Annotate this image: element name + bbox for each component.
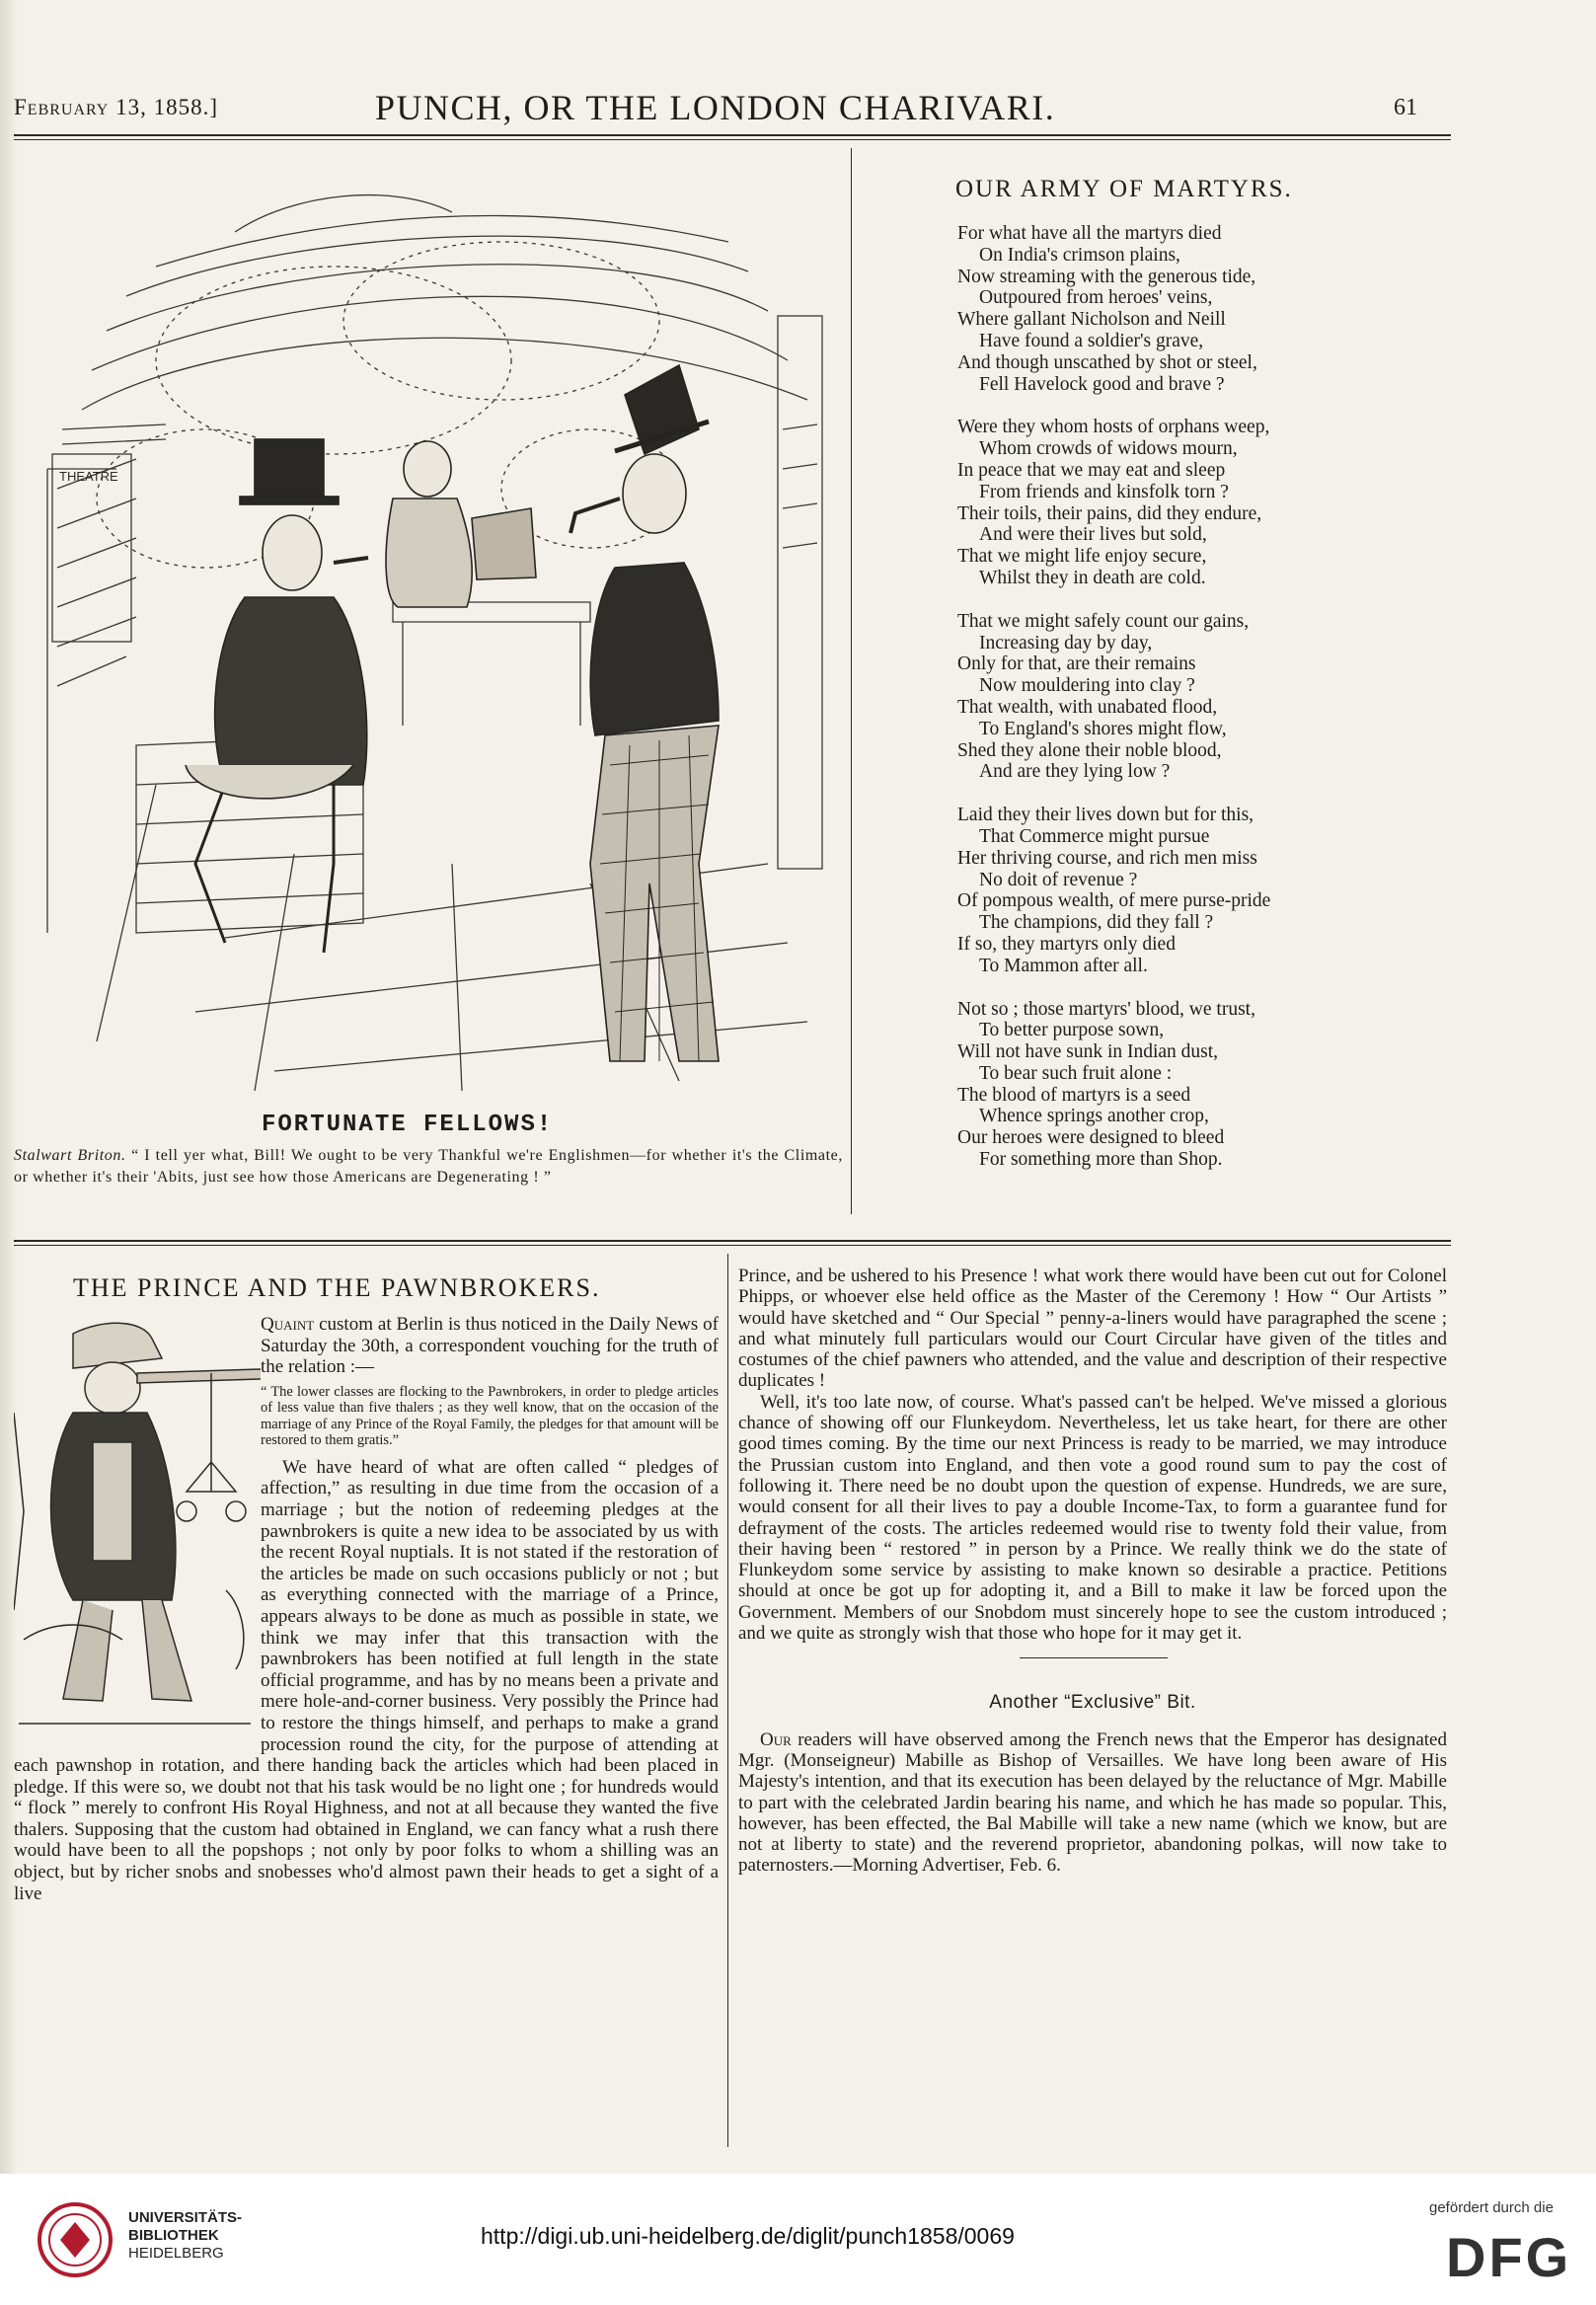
- cartoon-caption-text: “ I tell yer what, Bill! We ought to be very Thankful we're Englishmen—for whether it's the Climate, or whether it's their 'Abits, just see how those Americans are Degenerating ! ”: [14, 1147, 843, 1186]
- poem-line: Her thriving course, and rich men miss: [957, 847, 1257, 869]
- poem-line: Outpoured from heroes' veins,: [979, 287, 1213, 309]
- poem-line: Of pompous wealth, of mere purse-pride: [957, 890, 1271, 912]
- cartoon-caption: [14, 1145, 843, 1189]
- poem-title: OUR ARMY OF MARTYRS.: [955, 176, 1293, 202]
- poem-line: To better purpose sown,: [979, 1020, 1165, 1041]
- poem-stanza: [957, 417, 1451, 588]
- woodcut-float: [14, 1314, 261, 1740]
- dfg-logo: DFG: [1446, 2226, 1572, 2288]
- article1-p1: custom at Berlin is thus noticed in the Daily News of Saturday the 30th, a correspondent vouching for the truth of the relation :—: [261, 1314, 719, 1378]
- library-line-3: HEIDELBERG: [128, 2245, 224, 2262]
- header-rule-top: [14, 134, 1451, 136]
- poem-line: Increasing day by day,: [979, 632, 1153, 653]
- poem-line: And though unscathed by shot or steel,: [957, 351, 1257, 373]
- poem-line: Where gallant Nicholson and Neill: [957, 309, 1226, 331]
- poem-line: And were their lives but sold,: [979, 524, 1207, 546]
- cartoon-speaker: Stalwart Briton.: [14, 1147, 126, 1164]
- poem-line: Their toils, their pains, did they endure,: [957, 502, 1262, 524]
- poem-line: Whence springs another crop,: [979, 1106, 1209, 1127]
- bottom-column-divider: [727, 1254, 728, 2147]
- article-prince-pawnbrokers-column: [14, 1314, 719, 2202]
- page-number: 61: [1394, 95, 1417, 120]
- poem-line: Laid they their lives down but for this,: [957, 805, 1254, 826]
- poem-line: To bear such fruit alone :: [979, 1062, 1173, 1084]
- pawnbroker-woodcut: [14, 1314, 261, 1738]
- theatre-sign: THEATRE: [59, 469, 118, 484]
- poem-line: For what have all the martyrs died: [957, 223, 1222, 244]
- cartoon-title: FORTUNATE FELLOWS!: [262, 1112, 554, 1138]
- article1-lead: Quaint: [261, 1314, 315, 1335]
- poem-line: To England's shores might flow,: [979, 718, 1227, 739]
- article1-p3: Prince, and be ushered to his Presence ! what work there would have been cut out for Colonel Phipps, or whoever else held office as the Master of the Ceremony ! How “ Our Artists ” would have sketched and “ Our Special ” penny-a-liners would have paragraphed the scene ; and what minutely full particulars would our Court Circular have given of the titles and costumes of the chief pawners who attended, and the value and description of their respective duplicates !: [738, 1266, 1447, 1392]
- poem-line: Only for that, are their remains: [957, 653, 1196, 675]
- article1-p2: We have heard of what are often called “ pledges of affection,” as resulting in due time from the occasion of a marriage ; but the notion of redeeming pledges at the pawnbrokers is quite a new idea to be associated by us with the recent Royal nuptials. It is not stated if the restoration of the articles be made on such occasions publicly or not ; but as everything connected with the marriage of a Prince, appears always to be done as much as possible in state, we think we may infer that this transaction with the pawnbrokers has been notified at full length in the state official programme, and has by no means been a private and mere hole-and-corner business. Very possibly the Prince had to restore the things himself, and perhaps to make a grand procession round the city, for the purpose of attending at each pawnshop in rotation, and there handing back the articles which had been placed in pledge. If this were so, we doubt not that his task would be no light one ; for hundreds would “ flock ” merely to confront His Royal Highness, and not at all because they wanted the five thalers. Supposing that the custom had obtained in England, we can fancy what a rush there would have been to all the popshops ; not only by poor folks to whom a shilling was an object, but by richer snobs and snobesses who'd almost pawn their heads to get a sight of a live: [14, 1456, 719, 1904]
- poem-line: Our heroes were designed to bleed: [957, 1127, 1225, 1149]
- poem-line: That we might safely count our gains,: [957, 610, 1250, 632]
- poem-line: Were they whom hosts of orphans weep,: [957, 417, 1270, 438]
- poem-stanza: [957, 805, 1451, 976]
- source-url-link[interactable]: http://digi.ub.uni-heidelberg.de/diglit/punch1858/0069: [481, 2223, 1015, 2249]
- poem-line: That wealth, with unabated flood,: [957, 696, 1218, 718]
- article1-quote: “ The lower classes are flocking to the Pawnbrokers, in order to pledge articles of less value than five thalers ; as they well know, that on the occasion of the marriage of any Prince of the Royal Family, the pledges for that amount will be restored to them gratis.”: [261, 1383, 719, 1449]
- poem-line: Now mouldering into clay ?: [979, 675, 1195, 697]
- poem-line: Whom crowds of widows mourn,: [979, 438, 1238, 460]
- poem-line: And are they lying low ?: [979, 761, 1171, 783]
- issue-date: February 13, 1858.]: [14, 95, 219, 119]
- funded-by-label: gefördert durch die: [1429, 2199, 1554, 2216]
- poem-line: No doit of revenue ?: [979, 869, 1138, 890]
- library-line-2: BIBLIOTHEK: [128, 2227, 219, 2244]
- masthead-title: PUNCH, OR THE LONDON CHARIVARI.: [375, 88, 1056, 127]
- poem-stanza: [957, 223, 1451, 395]
- top-column-divider: [851, 148, 852, 1214]
- digitization-footer: [0, 2174, 1596, 2305]
- poem-line: To Mammon after all.: [979, 955, 1148, 976]
- header-rule-bottom: [14, 139, 1451, 140]
- section-rule-top: [14, 1240, 1451, 1242]
- poem-line: Have found a soldier's grave,: [979, 330, 1204, 351]
- poem-line: For something more than Shop.: [979, 1149, 1223, 1171]
- article2-lead: Our: [760, 1729, 792, 1750]
- poem-line: From friends and kinsfolk torn ?: [979, 481, 1229, 502]
- poem-line: Shed they alone their noble blood,: [957, 739, 1222, 761]
- poem-line: Not so ; those martyrs' blood, we trust,: [957, 998, 1255, 1020]
- right-column-articles: [738, 1266, 1447, 1877]
- university-seal-icon: [36, 2200, 114, 2279]
- cartoon-illustration: [38, 173, 842, 1091]
- library-line-1: UNIVERSITÄTS-: [128, 2209, 243, 2226]
- poem-line: That Commerce might pursue: [979, 825, 1210, 847]
- poem-stanza: [957, 611, 1451, 783]
- poem-line: On India's crimson plains,: [979, 244, 1180, 266]
- section-rule-bottom: [14, 1245, 1451, 1246]
- poem-line: The champions, did they fall ?: [979, 912, 1214, 934]
- article2-text: readers will have observed among the French news that the Emperor has designated Mgr. (Monseigneur) Mabille as Bishop of Versailles. We have long been aware of His Majesty's intention, and that its execution has been delayed by the reluctance of Mgr. Mabille to part with the celebrated Jardin bearing his name, and which he has made so popular. This, however, has been effected, the Bal Mabille will take a new name (which we know, but are not at liberty to state) and the reverend proprietor, abandoning polkas, will now take to paternosters.—Morning Advertiser, Feb. 6.: [738, 1729, 1447, 1877]
- library-name: [128, 2209, 242, 2263]
- article1-p4: Well, it's too late now, of course. What's passed can't be helped. We've missed a glorious chance of showing off our Flunkeydom. Nevertheless, let us take heart, for there are other good times coming. By the time our next Princess is ready to be married, we may introduce the Prussian custom into England, and then vote a good round sum to pay the cost of following it. There need be no doubt upon the question of expense. Hundreds, we are sure, would consent for all their lives to pay a double Income-Tax, to form a guarantee fund for defrayment of the costs. The articles redeemed would rise to twenty fold their value, from their having been “ restored ” in person by a Prince. We really think we do the state of Flunkeydom some service by assisting to make known so desirable a practice. Petitions should at once be got up for adopting it, and a Bill to make it law be forced upon the Government. Members of our Snobdom must sincerely hope to see the custom introduced ; and we quite as strongly wish that those who hope for it may get it.: [738, 1391, 1447, 1645]
- poem-line: In peace that we may eat and sleep: [957, 459, 1226, 481]
- poem-line: Fell Havelock good and brave ?: [979, 373, 1225, 395]
- poem-line: Now streaming with the generous tide,: [957, 266, 1256, 287]
- poem-line: Whilst they in death are cold.: [979, 567, 1206, 588]
- short-rule: [1020, 1657, 1168, 1658]
- poem-body: [957, 223, 1451, 1192]
- article-title-prince-pawnbrokers: THE PRINCE AND THE PAWNBROKERS.: [73, 1273, 601, 1302]
- poem-stanza: [957, 999, 1451, 1171]
- page-header: [0, 87, 1596, 126]
- poem-line: That we might life enjoy secure,: [957, 546, 1207, 568]
- poem-line: Will not have sunk in Indian dust,: [957, 1041, 1219, 1063]
- poem-line: The blood of martyrs is a seed: [957, 1084, 1191, 1106]
- article-title-exclusive-bit: Another “Exclusive” Bit.: [989, 1692, 1196, 1714]
- poem-line: If so, they martyrs only died: [957, 933, 1176, 955]
